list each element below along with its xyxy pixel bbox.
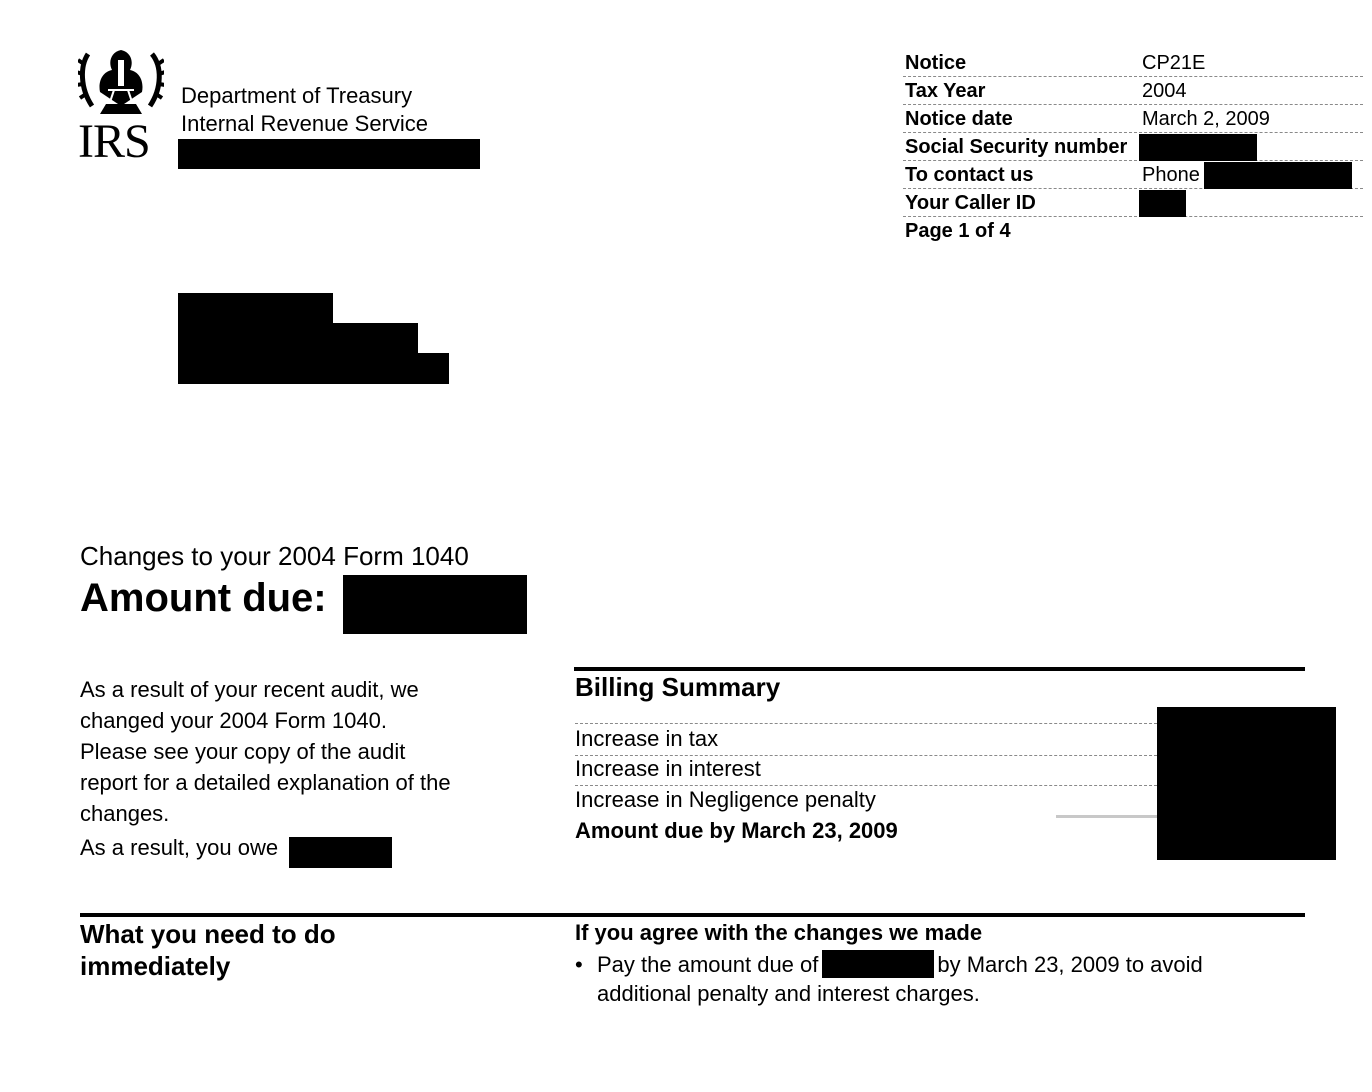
billing-row-penalty: Increase in Negligence penalty — [575, 787, 876, 812]
tax-year-value: 2004 — [1142, 80, 1187, 102]
tax-year-label: Tax Year — [905, 80, 986, 102]
pay-prefix: Pay the amount due of — [597, 952, 819, 977]
notice-value: CP21E — [1142, 52, 1206, 74]
changes-title: Changes to your 2004 Form 1040 — [80, 541, 469, 571]
tax-year-row — [903, 77, 1363, 105]
notice-date-value: March 2, 2009 — [1142, 108, 1270, 130]
pay-instruction-line-2: additional penalty and interest charges. — [597, 981, 980, 1006]
notice-label: Notice — [905, 52, 967, 74]
billing-row-interest: Increase in interest — [575, 756, 761, 781]
pay-instruction-line-1 — [597, 950, 1203, 978]
notice-date-row — [903, 105, 1363, 133]
billing-divider — [575, 723, 1157, 724]
notice-date-label: Notice date — [905, 108, 1013, 130]
billing-total-label: Amount due by March 23, 2009 — [575, 818, 898, 843]
redacted-owe-amount — [289, 837, 392, 868]
billing-row-tax: Increase in tax — [575, 726, 719, 751]
redacted-ssn — [1139, 134, 1257, 161]
irs-eagle-logo-icon — [78, 46, 164, 120]
audit-line-2: changed your 2004 Form 1040. — [80, 708, 387, 733]
notice-info-table — [903, 49, 1363, 245]
notice-row — [903, 49, 1363, 77]
redacted-billing-amounts — [1157, 707, 1336, 860]
redacted-recipient-line-2 — [178, 323, 418, 353]
audit-line-4: report for a detailed explanation of the — [80, 770, 451, 795]
audit-line-5: changes. — [80, 801, 170, 826]
amount-due-label: Amount due: — [80, 576, 327, 620]
page-row — [903, 217, 1363, 245]
billing-divider — [575, 785, 1157, 786]
caller-id-row — [903, 189, 1363, 217]
action-section-rule — [80, 913, 1305, 917]
owe-label: As a result, you owe — [80, 835, 279, 860]
redacted-recipient-line-3 — [178, 353, 449, 384]
audit-line-1: As a result of your recent audit, we — [80, 677, 419, 702]
redacted-recipient-line-1 — [178, 293, 333, 323]
pay-suffix: by March 23, 2009 to avoid — [937, 952, 1203, 977]
need-heading-line-1: What you need to do — [80, 919, 336, 949]
redacted-pay-amount — [822, 950, 934, 978]
ssn-label: Social Security number — [905, 136, 1128, 158]
contact-label: To contact us — [905, 164, 1034, 186]
agree-heading: If you agree with the changes we made — [575, 920, 983, 945]
bullet-icon: • — [575, 952, 583, 977]
billing-summary-title: Billing Summary — [575, 672, 781, 702]
page-label: Page 1 of 4 — [905, 220, 1011, 242]
audit-line-3: Please see your copy of the audit — [80, 739, 406, 764]
billing-summary-rule — [574, 667, 1305, 671]
redacted-address-line — [178, 139, 480, 169]
ssn-row — [903, 133, 1363, 161]
caller-id-label: Your Caller ID — [905, 192, 1036, 214]
billing-total-rule — [1056, 815, 1157, 818]
audit-explanation — [80, 674, 500, 829]
agency-service: Internal Revenue Service — [181, 111, 429, 136]
redacted-caller-id — [1139, 190, 1186, 217]
contact-value: Phone — [1142, 164, 1200, 186]
need-heading-line-2: immediately — [80, 951, 231, 981]
redacted-phone — [1204, 162, 1352, 189]
redacted-amount-due — [343, 575, 527, 634]
irs-logo-text: IRS — [78, 115, 150, 168]
need-to-do-heading — [80, 918, 410, 982]
agency-department: Department of Treasury — [181, 83, 413, 108]
contact-row — [903, 161, 1363, 189]
